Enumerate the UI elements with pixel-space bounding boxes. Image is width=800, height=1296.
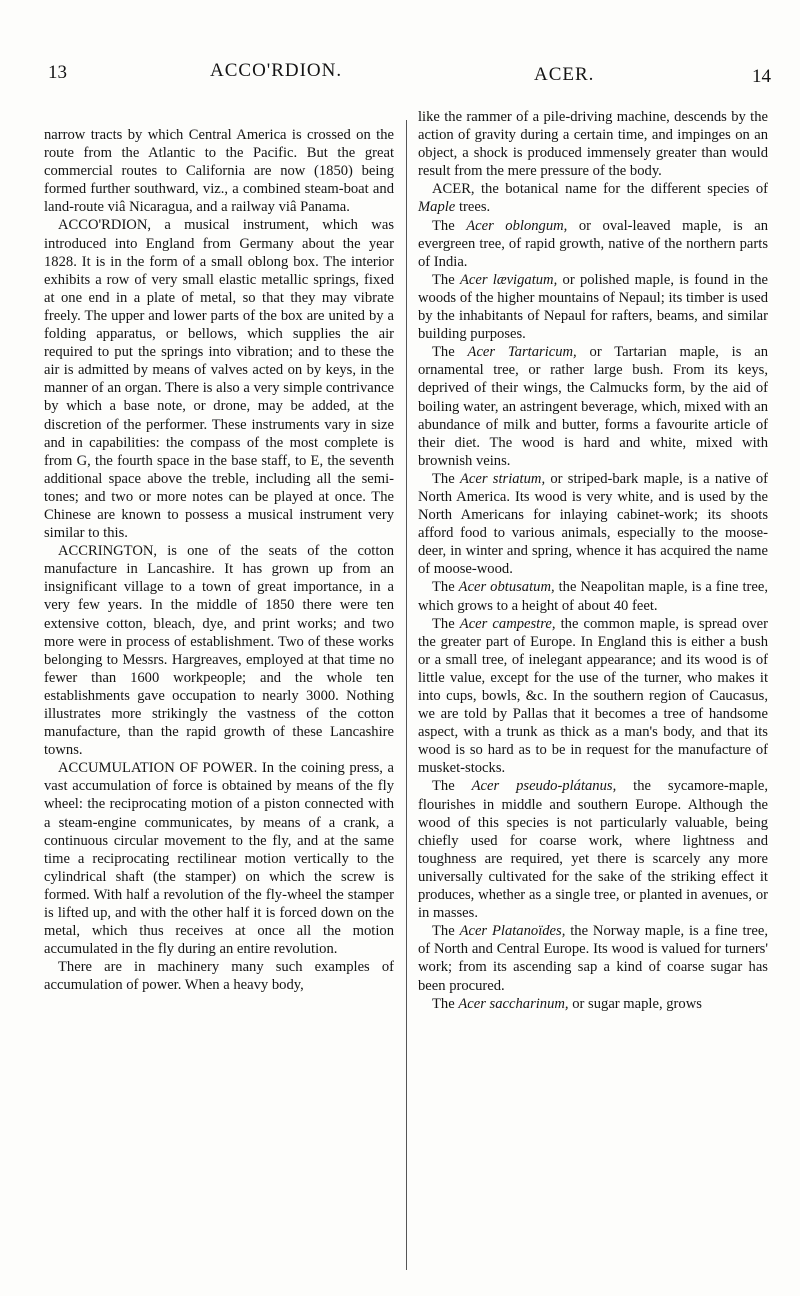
italic-term: Acer saccharinum, (458, 995, 569, 1012)
paragraph (418, 217, 768, 271)
italic-term: Acer campestre, (459, 615, 556, 632)
paragraph-text: the botanical name for the different species of (474, 181, 768, 198)
entry-headword: ACCUMULATION OF POWER. (58, 760, 258, 777)
column-divider (406, 120, 407, 1270)
italic-term: Acer Tartaricum, (467, 344, 577, 361)
paragraph-text: trees. (455, 199, 491, 216)
italic-term: Acer oblongum, (466, 217, 568, 234)
paragraph (418, 995, 768, 1013)
paragraph (418, 343, 768, 470)
paragraph-text: The (432, 923, 460, 940)
paragraph (418, 470, 768, 579)
paragraph-text: The (432, 217, 467, 234)
paragraph-text: The (432, 344, 468, 361)
entry-accrington (44, 542, 394, 759)
left-column (44, 126, 394, 995)
paragraph-text: or striped-bark maple, is a native of North America. Its wood is very white, and is used by the North Americans for inlaying cabinet-work; its shoots afford food to various animals, especially to the moose-deer, in winter and spring, whence it has acquired the name of moose-wood. (418, 470, 768, 578)
entry-accumulation-of-power (44, 759, 394, 958)
paragraph-text: There are in machinery many such examples of accumulation of power. When a heavy body, (44, 959, 394, 994)
paragraph-text: the common maple, is spread over the greater part of Europe. In England this is either a bush or a small tree, of inelegant appearance; and its wood is of little value, except for the use of the turner, who makes it into cups, bowls, &c. In the southern region of Caucasus, we are told by Pallas that it becomes a tree of handsome aspect, with a trunk as thick as a man's body, and that its wood is so hard as to be in request for the manufacture of musket-stocks. (418, 615, 768, 777)
paragraph-text: The (432, 271, 460, 288)
paragraph-text: The (432, 470, 460, 487)
paragraph-text: or polished maple, is found in the woods of the higher mountains of Nepaul; its timber is used by the inhabitants of Nepaul for rafters, beams, and similar building purposes. (418, 271, 769, 343)
right-column (418, 108, 768, 1013)
paragraph-text: or sugar maple, grows (568, 995, 702, 1012)
paragraph (418, 271, 768, 343)
paragraph-text: the Neapolitan maple, is a fine tree, which grows to a height of about 40 feet. (418, 579, 768, 614)
paragraph-text: or oval-leaved maple, is an evergreen tree, of rapid growth, native of the northern parts of India. (418, 217, 768, 270)
paragraph-text: or Tartarian maple, is an ornamental tree, or rather large bush. From its keys, deprived of their wings, the Calmucks form, by the aid of boiling water, an astringent beverage, which, mixed with an abundance of milk and butter, forms a favourite article of their diet. The wood is hard and white, mixed with brownish veins. (418, 344, 769, 469)
paragraph-text: The (432, 579, 459, 596)
paragraph-text: the sycamore-maple, flourishes in middle and southern Europe. Although the wood of this species is not particularly valuable, being chiefly used for coarse work, where lightness and toughness are required, yet there is scarcely any more universally cultivated for the sake of the striking effect it produces, whether as a single tree, or planted in avenues, or in masses. (418, 778, 768, 922)
right-page-number: 14 (752, 66, 771, 87)
paragraph-text: The (432, 615, 460, 632)
entry-headword: ACER, (432, 181, 475, 198)
paragraph (418, 578, 768, 614)
italic-term: Acer pseudo-plátanus, (471, 778, 617, 795)
paragraph (418, 615, 768, 778)
entry-headword: ACCRINGTON, (58, 543, 158, 560)
right-running-head: ACER. (534, 64, 595, 85)
paragraph-text: narrow tracts by which Central America is crossed on the route from the Atlantic to the Pacific. But the great commercial routes to California are now (1850) being formed further southward, viz., a combined steam-boat and land-route viâ Nicaragua, and a railway viâ Panama. (44, 127, 394, 216)
paragraph-text: the Norway maple, is a fine tree, of North and Central Europe. Its wood is valued for turners' work; from its ascending sap a kind of coarse sugar has been procured. (418, 923, 768, 994)
paragraph-text: like the rammer of a pile-driving machine, descends by the action of gravity during a certain time, and impinges on an object, a shock is produced immensely greater than would result from the mere pressure of the body. (418, 109, 768, 180)
left-running-head: ACCO'RDION. (210, 60, 343, 81)
paragraph (418, 108, 768, 180)
paragraph (418, 777, 768, 922)
paragraph-text: a musical instrument, which was introduced into England from Germany about the year 1828. It is in the form of a small oblong box. The interior exhibits a row of very small elastic metallic springs, fixed at one end in a plate of metal, so that they may vibrate freely. The upper and lower parts of the box are united by a folding apparatus, or bellows, which supplies the air required to put the springs into vibration; and to these the air is admitted by means of valves acted on by keys, in the manner of an organ. There is also a very simple contrivance by which a base note, or drone, may be added, at the discretion of the performer. These instruments vary in size and in capabilities: the compass of the most complete is from G, the fourth space in the base staff, to E, the seventh additional space above the treble, including all the semi-tones; and two or more notes can be played at once. The Chinese are known to possess a musical instrument very similar to this. (44, 217, 394, 542)
entry-acer (418, 180, 768, 216)
italic-term: Acer lævigatum, (459, 271, 558, 288)
paragraph-text: is one of the seats of the cotton manufacture in Lancashire. It has grown up from an insignificant village to a town of great importance, in a very few years. In the middle of 1850 there were ten extensive cotton, bleach, dye, and print works; and two more were in process of establishment. Two of these works belonging to Messrs. Hargreaves, employed at that time no fewer than 1600 workpeople; and the whole ten establishments gave occupation to nearly 3000. Nothing illustrates more strikingly the vastness of the cotton manufacture, than the rapid growth of these Lancashire towns. (44, 543, 394, 759)
left-page-number: 13 (48, 62, 67, 83)
entry-headword: ACCO'RDION, (58, 217, 152, 234)
paragraph-text: In the coining press, a vast accumulation of force is obtained by means of the fly wheel: the reciprocating motion of a piston connected with a steam-engine communicates, by means of a crank, a continuous circular movement to the fly, and at the same time a reciprocating rectilinear motion vertically to the cylindrical shaft (the stamper) on which the screw is formed. With half a revolution of the fly-wheel the stamper is lifted up, and with the other half it is forced down on the metal, which thus receives at once all the motion accumulated in the fly during an entire revolution. (44, 760, 394, 958)
italic-term: Acer striatum, (459, 470, 546, 487)
entry-accordion (44, 216, 394, 542)
paragraph-text: The (432, 778, 472, 795)
paragraph (44, 958, 394, 994)
paragraph (418, 922, 768, 994)
italic-term: Acer Platanoïdes, (459, 923, 566, 940)
italic-term: Acer obtusatum, (458, 579, 555, 596)
paragraph (44, 126, 394, 216)
paragraph-text: The (432, 995, 459, 1012)
italic-term: Maple (418, 199, 456, 216)
